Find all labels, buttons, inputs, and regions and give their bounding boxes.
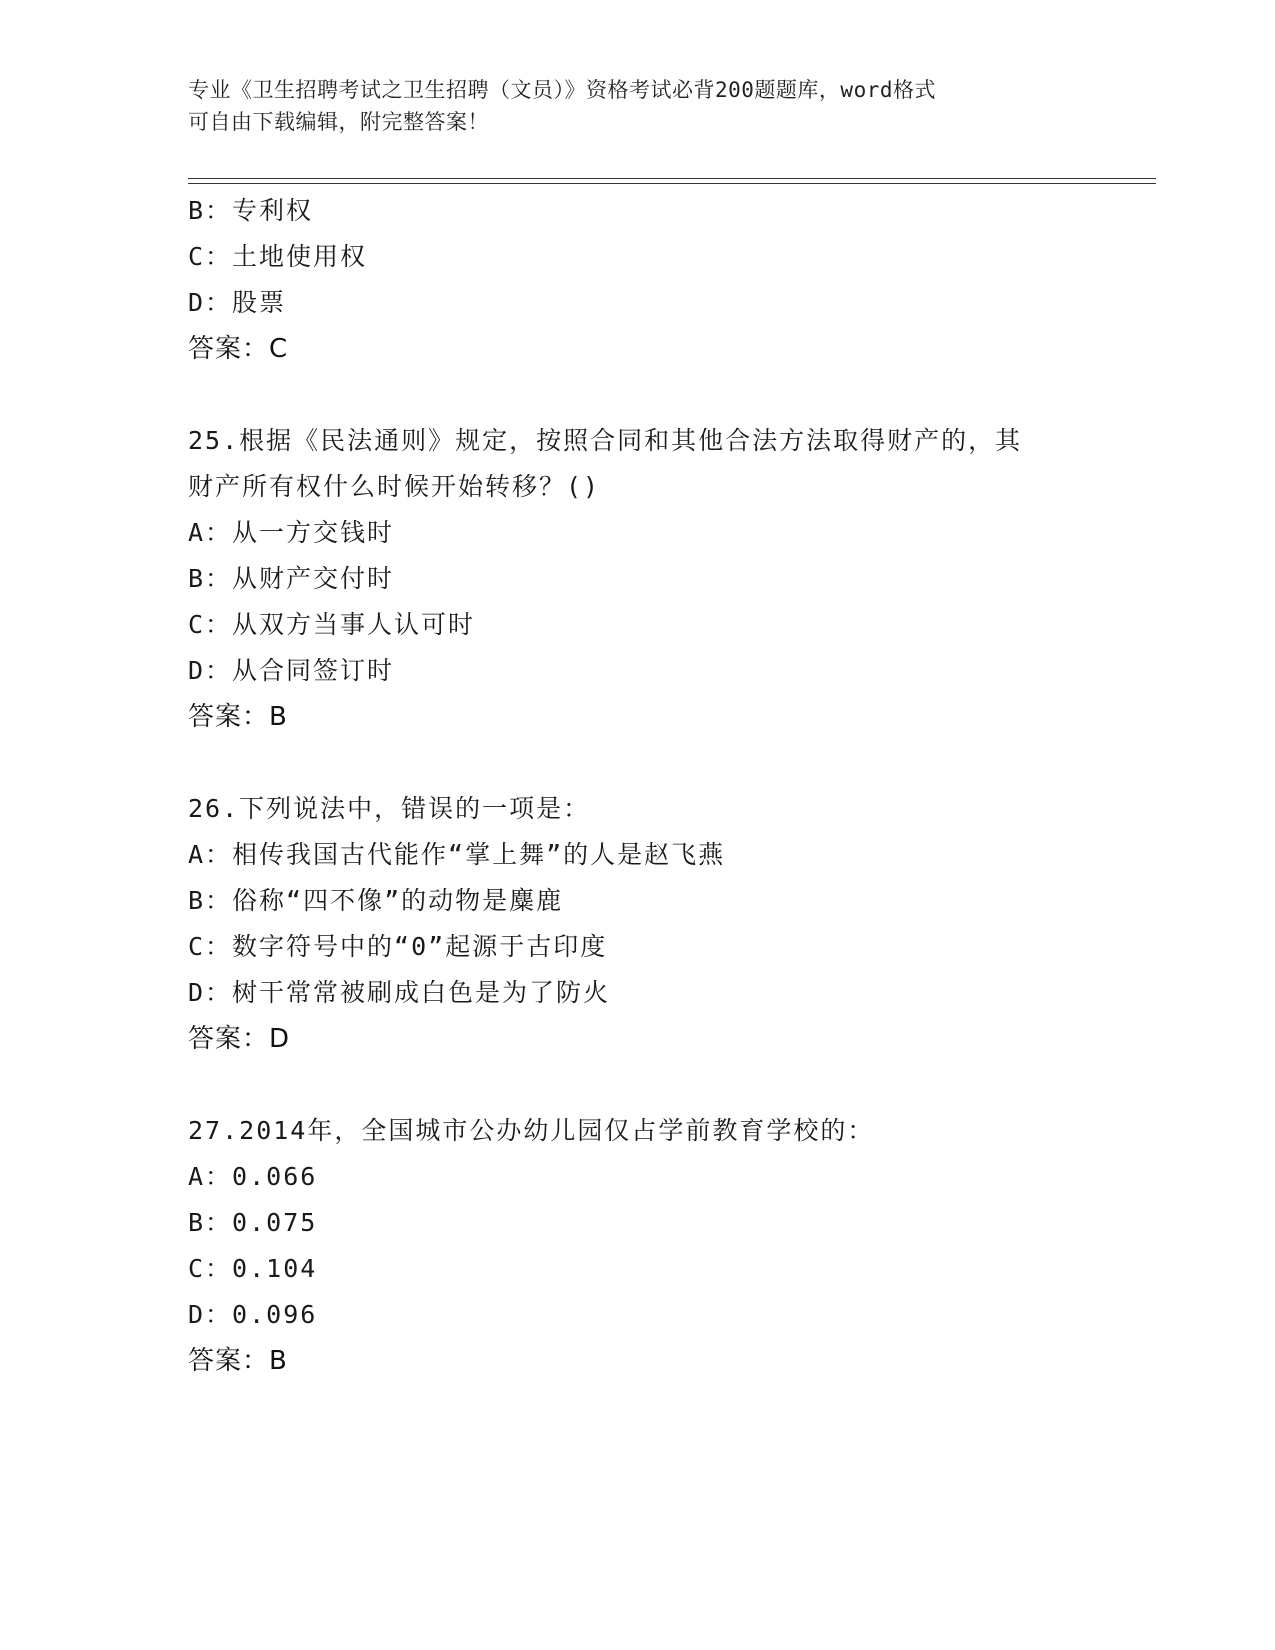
option-c: C：数字符号中的“0”起源于古印度 bbox=[188, 932, 608, 961]
option-a: A：相传我国古代能作“掌上舞”的人是赵飞燕 bbox=[188, 840, 726, 869]
question-26 bbox=[188, 786, 1088, 1062]
question-content bbox=[188, 188, 1088, 1384]
option-b: B：俗称“四不像”的动物是麋鹿 bbox=[188, 886, 564, 915]
option-a: A：0.066 bbox=[188, 1162, 318, 1191]
option-b: B：0.075 bbox=[188, 1208, 318, 1237]
answer-line: 答案：B bbox=[188, 702, 288, 732]
question-stem: 26.下列说法中，错误的一项是： bbox=[188, 794, 591, 823]
spacer bbox=[188, 372, 1088, 418]
option-c: C：土地使用权 bbox=[188, 242, 368, 271]
option-d: D：树干常常被刷成白色是为了防火 bbox=[188, 978, 611, 1007]
header-divider-bottom bbox=[188, 183, 1156, 184]
option-c: C：0.104 bbox=[188, 1254, 318, 1283]
option-b: B：专利权 bbox=[188, 196, 314, 225]
spacer bbox=[188, 740, 1088, 786]
answer-line: 答案：D bbox=[188, 1024, 291, 1054]
question-25 bbox=[188, 418, 1088, 740]
option-d: D：0.096 bbox=[188, 1300, 318, 1329]
spacer bbox=[188, 1062, 1088, 1108]
option-c: C：从双方当事人认可时 bbox=[188, 610, 476, 639]
header-line-1: 专业《卫生招聘考试之卫生招聘（文员）》资格考试必背200题题库，word格式 bbox=[188, 78, 936, 102]
option-d: D：从合同签订时 bbox=[188, 656, 395, 685]
question-stem-line-2: 财产所有权什么时候开始转移？() bbox=[188, 472, 601, 501]
header-divider-top bbox=[188, 178, 1156, 179]
option-a: A：从一方交钱时 bbox=[188, 518, 395, 547]
option-b: B：从财产交付时 bbox=[188, 564, 395, 593]
header-line-2: 可自由下载编辑，附完整答案！ bbox=[188, 110, 489, 134]
question-stem: 27.2014年，全国城市公办幼儿园仅占学前教育学校的： bbox=[188, 1116, 875, 1145]
answer-line: 答案：C bbox=[188, 334, 289, 364]
document-header bbox=[188, 74, 1068, 138]
question-27 bbox=[188, 1108, 1088, 1384]
option-d: D：股票 bbox=[188, 288, 287, 317]
question-stem-line-1: 25.根据《民法通则》规定，按照合同和其他合法方法取得财产的，其 bbox=[188, 426, 1023, 455]
answer-line: 答案：B bbox=[188, 1346, 288, 1376]
question-24 bbox=[188, 188, 1088, 372]
